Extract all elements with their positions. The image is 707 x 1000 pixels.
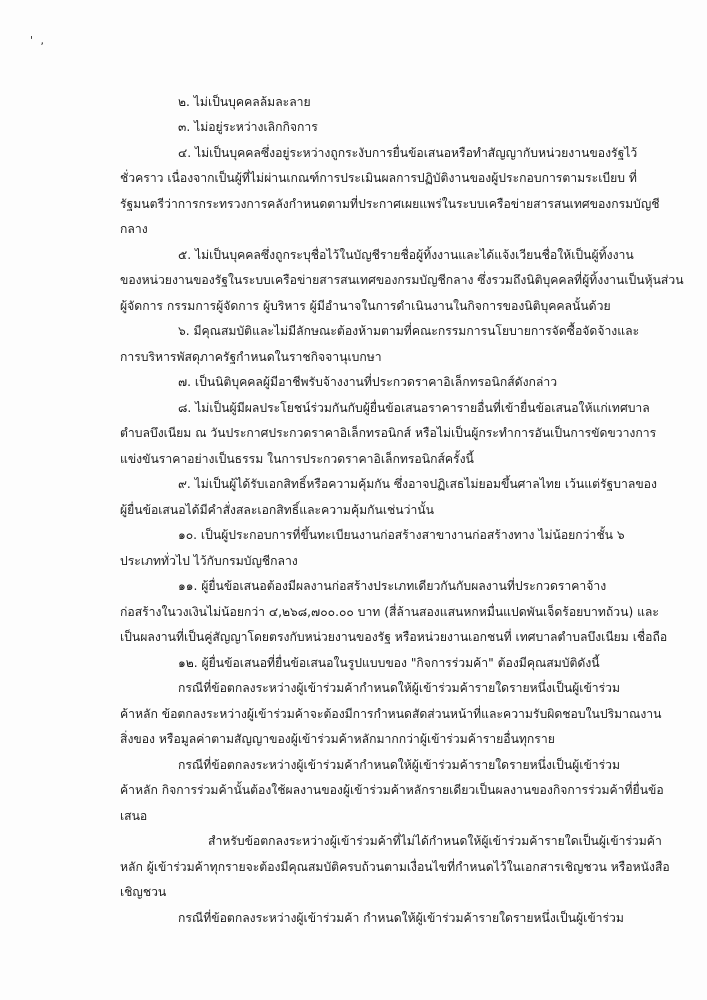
text-line: ๑๐. เป็นผู้ประกอบการที่ขึ้นทะเบียนงานก่อสร้างสาขางานก่อสร้างทาง ไม่น้อยกว่าชั้น ๖ [178,528,625,542]
text-line: เป็นผลงานที่เป็นคู่สัญญาโดยตรงกับหน่วยงานของรัฐ หรือหน่วยงานเอกชนที่ เทศบาลตำบลบึงเนียม เชื่อถือ [120,630,668,644]
text-line: แข่งขันราคาอย่างเป็นธรรม ในการประกวดราคาอิเล็กทรอนิกส์ครั้งนี้ [120,452,474,466]
text-line: กรณีที่ข้อตกลงระหว่างผู้เข้าร่วมค้ากำหนดให้ผู้เข้าร่วมค้ารายใดรายหนึ่งเป็นผู้เข้าร่วม [178,681,621,695]
text-line: ๙. ไม่เป็นผู้ได้รับเอกสิทธิ์หรือความคุ้มกัน ซึ่งอาจปฏิเสธไม่ยอมขึ้นศาลไทย เว้นแต่รัฐบาลของ [178,477,657,491]
text-line: การบริหารพัสดุภาครัฐกำหนดในราชกิจจานุเบกษา [120,350,382,364]
text-line: ๗. เป็นนิติบุคคลผู้มีอาชีพรับจ้างงานที่ประกวดราคาอิเล็กทรอนิกส์ดังกล่าว [178,375,558,389]
text-line: ๔. ไม่เป็นบุคคลซึ่งอยู่ระหว่างถูกระงับการยื่นข้อเสนอหรือทำสัญญากับหน่วยงานของรัฐไว้ [178,146,638,160]
text-line: ๕. ไม่เป็นบุคคลซึ่งถูกระบุชื่อไว้ในบัญชีรายชื่อผู้ทิ้งงานและได้แจ้งเวียนชื่อให้เป็นผู้ทิ้งงาน [178,248,634,262]
text-line: ๒. ไม่เป็นบุคคลล้มละลาย [178,95,311,109]
text-line: เชิญชวน [120,885,167,899]
text-line: สิ่งของ หรือมูลค่าตามสัญญาของผู้เข้าร่วมค้าหลักมากกว่าผู้เข้าร่วมค้ารายอื่นทุกราย [120,732,555,746]
text-line: กลาง [120,222,148,236]
text-line: ประเภททั่วไป ไว้กับกรมบัญชีกลาง [120,554,298,568]
text-line: ๖. มีคุณสมบัติและไม่มีลักษณะต้องห้ามตามที่คณะกรรมการนโยบายการจัดซื้อจัดจ้างและ [178,324,640,338]
text-line: สำหรับข้อตกลงระหว่างผู้เข้าร่วมค้าที่ไม่ได้กำหนดให้ผู้เข้าร่วมค้ารายใดเป็นผู้เข้าร่วมค้า [208,834,662,848]
text-line: ๘. ไม่เป็นผู้มีผลประโยชน์ร่วมกันกับผู้ยื่นข้อเสนอราคารายอื่นที่เข้ายื่นข้อเสนอให้แก่เทศบาล [178,401,650,415]
text-line: กรณีที่ข้อตกลงระหว่างผู้เข้าร่วมค้า กำหนดให้ผู้เข้าร่วมค้ารายใดรายหนึ่งเป็นผู้เข้าร่วม [178,911,624,925]
corner-mark: ' , [30,34,47,47]
text-line: เสนอ [120,809,148,823]
text-line: ก่อสร้างในวงเงินไม่น้อยกว่า ๔,๒๖๘,๗๐๐.๐๐ บาท (สี่ล้านสองแสนหกหมื่นแปดพันเจ็ดร้อยบาทถ้วน) และ [120,605,659,619]
text-line: ผู้จัดการ กรรมการผู้จัดการ ผู้บริหาร ผู้มีอำนาจในการดำเนินงานในกิจการของนิติบุคคลนั้นด้วย [120,299,611,313]
text-line: ๓. ไม่อยู่ระหว่างเลิกกิจการ [178,120,318,134]
text-line: กรณีที่ข้อตกลงระหว่างผู้เข้าร่วมค้ากำหนดให้ผู้เข้าร่วมค้ารายใดรายหนึ่งเป็นผู้เข้าร่วม [178,758,621,772]
text-line: ค้าหลัก กิจการร่วมค้านั้นต้องใช้ผลงานของผู้เข้าร่วมค้าหลักรายเดียวเป็นผลงานของกิจการร่วมค้าที่ยื่นข้อ [120,783,664,797]
text-line: ๑๒. ผู้ยื่นข้อเสนอที่ยื่นข้อเสนอในรูปแบบของ "กิจการร่วมค้า" ต้องมีคุณสมบัติดังนี้ [178,656,600,670]
text-line: หลัก ผู้เข้าร่วมค้าทุกรายจะต้องมีคุณสมบัติครบถ้วนตามเงื่อนไขที่กำหนดไว้ในเอกสารเชิญชวน หรือหนังสือ [120,860,670,874]
text-line: ๑๑. ผู้ยื่นข้อเสนอต้องมีผลงานก่อสร้างประเภทเดียวกันกับผลงานที่ประกวดราคาจ้าง [178,579,607,593]
text-line: ของหน่วยงานของรัฐในระบบเครือข่ายสารสนเทศของกรมบัญชีกลาง ซึ่งรวมถึงนิติบุคคลที่ผู้ทิ้งงานเป็นหุ้นส่วน [120,273,684,287]
text-line: ชั่วคราว เนื่องจากเป็นผู้ที่ไม่ผ่านเกณฑ์การประเมินผลการปฏิบัติงานของผู้ประกอบการตามระเบียบ ที่ [120,171,637,185]
text-line: รัฐมนตรีว่าการกระทรวงการคลังกำหนดตามที่ประกาศเผยแพร่ในระบบเครือข่ายสารสนเทศของกรมบัญชี [120,197,660,211]
text-line: ค้าหลัก ข้อตกลงระหว่างผู้เข้าร่วมค้าจะต้องมีการกำหนดสัดส่วนหน้าที่และความรับผิดชอบในปริมาณงาน [120,707,662,721]
text-line: ผู้ยื่นข้อเสนอได้มีคำสั่งสละเอกสิทธิ์และความคุ้มกันเช่นว่านั้น [120,503,434,517]
text-line: ตำบลบึงเนียม ณ วันประกาศประกวดราคาอิเล็กทรอนิกส์ หรือไม่เป็นผู้กระทำการอันเป็นการขัดขวางการ [120,426,657,440]
